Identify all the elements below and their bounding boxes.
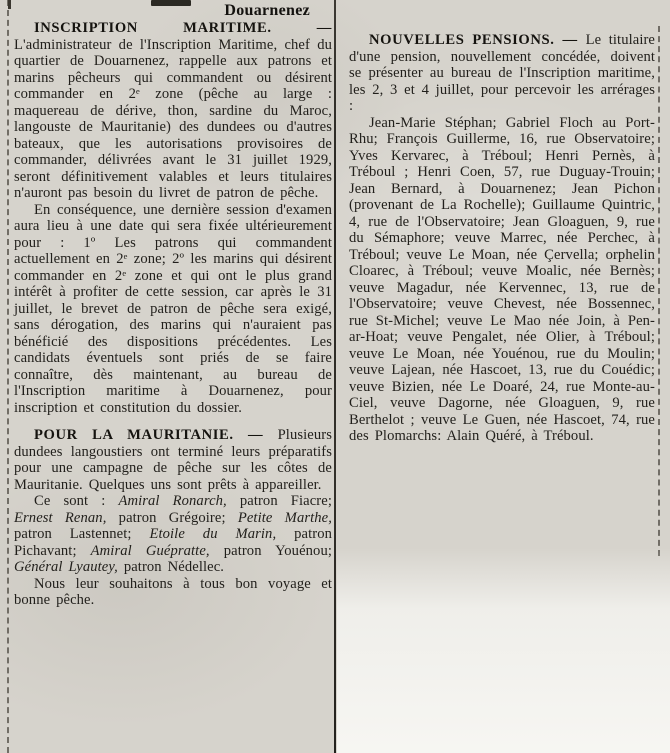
paragraph-inscription-maritime: INSCRIPTION MARITIME. — L'administrateur de l'Inscription Maritime, chef du quartier de Douarnenez, rappelle aux patrons et marins pêcheurs qui commandent ou désirent commander en 2ᵉ zone (pêche au large : maquereau de dérive, thon, sardine du Maroc, langouste de Mauritanie) des dundees ou d'autres bateaux, que les autorisations provisoires de commander, délivrées avant le 31 juillet 1929, seront définitivement valables et leurs titulaires n'auront pas besoin du livret de patron de pêche. bbox=[14, 20, 332, 201]
paragraph-pensioners-names: Jean-Marie Stéphan; Gabriel Floch au Port-Rhu; François Guillerme, 16, rue Observatoire; Yves Kervarec, à Tréboul; Henri Pernès, à Tréboul ; Henri Coen, 57, rue Duguay-Trouin; Jean Bernard, à Douarnenez; Jean Pichon (provenant de La Rochelle); Guillaume Quintric, 4, rue de l'Observatoire; Jean Gloaguen, 9, rue du Sémaphore; veuve Marrec, née Perchec, à Tréboul; veuve Le Moan, née Çervella; orphelin Cloarec, à Tréboul; veuve Moalic, née Bernès; veuve Magadur, née Kervennec, 13, rue de l'Observatoire; veuve Chevest, née Bossennec, rue St-Michel; veuve Le Mao née Join, à Pen-ar-Hoat; veuve Pengalet, née Olier, à Tréboul; veuve Le Moan, née Youénou, rue du Moulin; veuve Lajean, née Hascoet, 13, rue du Couédic; veuve Bizien, née Le Doaré, 24, rue Monte-au-Ciel, veuve Dagorne, née Gloaguen, 9, rue Berthelot ; veuve Le Guen, née Hascoet, 74, rue des Plomarchs: Alain Quéré, à Tréboul. bbox=[349, 114, 655, 444]
city-heading: Douarnenez bbox=[224, 2, 310, 19]
right-column-rule bbox=[658, 26, 660, 556]
paragraph-nouvelles-pensions: NOUVELLES PENSIONS. — Le titulaire d'une pension, nouvellement concédée, doivent se présenter au bureau de l'Inscription maritime, les 2, 3 et 4 juillet, pour percevoir les arrérages : bbox=[349, 32, 656, 114]
column-divider-rule bbox=[334, 0, 336, 753]
blank-paper-area bbox=[337, 548, 670, 753]
print-artifact bbox=[8, 0, 11, 9]
left-column-rule bbox=[7, 0, 9, 753]
left-column bbox=[14, 2, 332, 609]
paragraph-consequence: En conséquence, une dernière session d'examen aura lieu à une date qui sera fixée ultérieurement pour : 1º Les patrons qui commandent actuellement en 2ᵉ zone; 2º les marins qui désirent commander en 2ᵉ zone et qui ont le plus grand intérêt à profiter de cette session, car après le 31 juillet, le brevet de patron de pêche sera exigé, sans dérogation, des marins qui n'auraient pas bénéficié des dispositions précédentes. Les candidats éventuels sont priés de se faire connaître, dès maintenant, au bureau de l'Inscription maritime à Douarnenez, pour inscription et constitution du dossier. bbox=[14, 201, 332, 416]
paragraph-pour-la-mauritanie: POUR LA MAURITANIE. — Plusieurs dundees langoustiers ont terminé leurs préparatifs pour une campagne de pêche sur les côtes de Mauritanie. Quelques uns sont prêts à appareiller. bbox=[14, 427, 332, 493]
paragraph-good-wishes: Nous leur souhaitons à tous bon voyage et bonne pêche. bbox=[14, 575, 332, 608]
paragraph-ships-list: Ce sont : Amiral Ronarch, patron Fiacre; Ernest Renan, patron Grégoire; Petite Marthe, patron Lastennet; Etoile du Marin, patron Pichavant; Amiral Guépratte, patron Youénou; Général Lyautey, patron Nédellec. bbox=[14, 493, 332, 575]
right-column bbox=[349, 32, 655, 445]
